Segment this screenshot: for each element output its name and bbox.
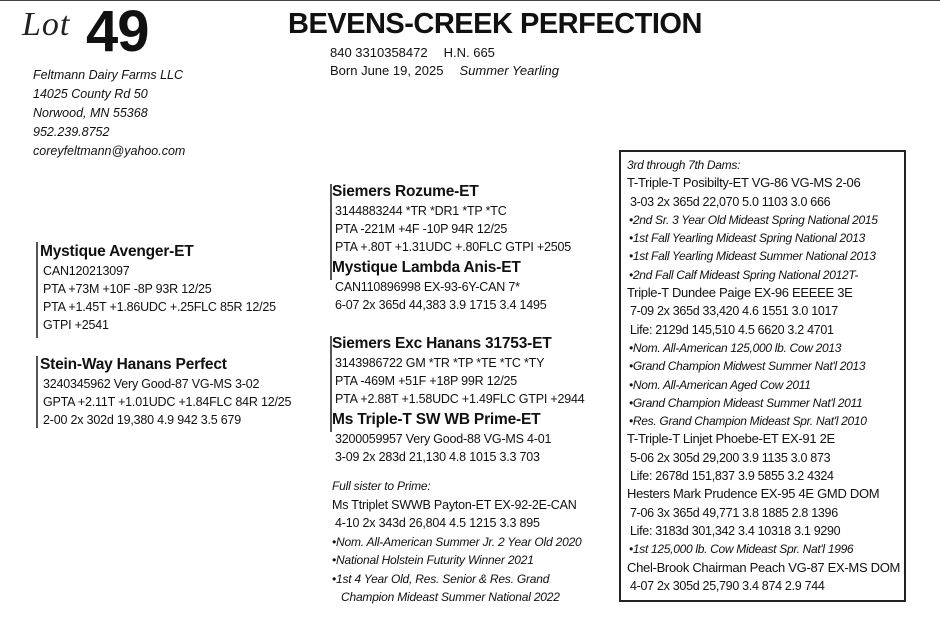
dam-ancestor-name: Hesters Mark Prudence EX-95 4E GMD DOM	[627, 486, 880, 502]
dams-sire-block	[332, 334, 585, 408]
dam-award-note: •2nd Sr. 3 Year Old Mideast Spring National 2015	[629, 212, 878, 227]
animal-name: BEVENS-CREEK PERFECTION	[288, 8, 702, 40]
full-sister-note-3: •1st 4 Year Old, Res. Senior & Res. Grand	[332, 571, 550, 586]
sires-dam-block	[332, 258, 547, 314]
sire-block	[40, 242, 276, 334]
dam-ancestor-name: Triple-T Dundee Paige EX-96 EEEEE 3E	[627, 285, 853, 301]
sires-dam-name: Mystique Lambda Anis-ET	[332, 259, 521, 276]
dams-sire-line-2: PTA -469M +51F +18P 99R 12/25	[335, 374, 518, 388]
dams-heading: 3rd through 7th Dams:	[627, 158, 741, 172]
dam-line-1: 3240345962 Very Good-87 VG-MS 3-02	[43, 377, 260, 391]
dam-ancestor-name: T-Triple-T Linjet Phoebe-ET EX-91 2E	[627, 431, 835, 447]
dams-list	[627, 156, 900, 595]
full-sister-note-1: •Nom. All-American Summer Jr. 2 Year Old 2020	[332, 534, 582, 549]
consignor-name: Feltmann Dairy Farms LLC	[33, 68, 184, 82]
full-sister-note-2: •National Holstein Futurity Winner 2021	[332, 553, 534, 567]
dams-dam-line-1: 3200059957 Very Good-88 VG-MS 4-01	[335, 432, 552, 446]
consignor-block	[33, 66, 185, 161]
animal-info	[330, 44, 559, 80]
dams-dam-name: Ms Triple-T SW WB Prime-ET	[332, 411, 541, 428]
sire-line-1: CAN120213097	[43, 264, 130, 278]
dams-sire-name: Siemers Exc Hanans 31753-ET	[332, 335, 552, 352]
full-sister-name: Ms Ttriplet SWWB Payton-ET EX-92-2E-CAN	[332, 497, 577, 512]
age-class: Summer Yearling	[459, 63, 559, 78]
consignor-address: 14025 County Rd 50	[33, 87, 148, 101]
birth-date: Born June 19, 2025	[330, 63, 444, 78]
sires-sire-block	[332, 182, 571, 256]
dam-award-note: •Res. Grand Champion Mideast Spr. Nat'l 2010	[629, 414, 867, 429]
dam-block	[40, 355, 291, 429]
dam-line-2: GPTA +2.11T +1.01UDC +1.84FLC 84R 12/25	[43, 395, 292, 409]
lot-label: Lot	[22, 6, 71, 43]
dam-ancestor-name: T-Triple-T Posibilty-ET VG-86 VG-MS 2-06	[627, 175, 861, 191]
sire-line-2: PTA +73M +10F -8P 93R 12/25	[43, 282, 212, 296]
consignor-city: Norwood, MN 55368	[33, 106, 148, 120]
herd-number: H.N. 665	[443, 45, 495, 60]
dam-award-note: •Grand Champion Midwest Summer Nat'l 2013	[629, 359, 866, 374]
dam-name: Stein-Way Hanans Perfect	[40, 356, 227, 373]
sire-line-4: GTPI +2541	[43, 318, 109, 332]
dam-award-note: •1st Fall Yearling Mideast Summer National 2013	[629, 249, 876, 264]
dam-award-note: •Grand Champion Mideast Summer Nat'l 2011	[629, 395, 863, 410]
sires-dam-line-1: CAN110896998 EX-93-6Y-CAN 7*	[335, 280, 520, 294]
sire-line	[36, 242, 38, 338]
full-sister-heading: Full sister to Prime:	[332, 479, 431, 493]
sires-dam-line-2: 6-07 2x 365d 44,383 3.9 1715 3.4 1495	[335, 298, 547, 312]
dam-line-3: 2-00 2x 302d 19,380 4.9 942 3.5 679	[43, 413, 242, 427]
consignor-phone: 952.239.8752	[33, 125, 110, 139]
dam-record-line: Life: 2678d 151,837 3.9 5855 3.2 4324	[630, 469, 834, 484]
consignor-email: coreyfeltmann@yahoo.com	[33, 144, 186, 158]
dam-award-note: •1st 125,000 lb. Cow Mideast Spr. Nat'l 1996	[629, 542, 854, 557]
dams-sire-line-3: PTA +2.88T +1.58UDC +1.49FLC GTPI +2944	[335, 392, 585, 406]
dam-line	[36, 356, 38, 428]
dam-award-note: •2nd Fall Calf Mideast Spring National 2012T-	[629, 267, 859, 282]
lot-number: 49	[86, 0, 149, 64]
dam-record-line: 5-06 2x 305d 29,200 3.9 1135 3.0 873	[630, 450, 831, 465]
full-sister-record: 4-10 2x 343d 26,804 4.5 1215 3.3 895	[335, 516, 540, 530]
full-sister-block	[332, 477, 582, 607]
dams-dam-block	[332, 410, 551, 466]
sires-sire-line-2: PTA -221M +4F -10P 94R 12/25	[335, 222, 508, 236]
dam-award-note: •Nom. All-American 125,000 lb. Cow 2013	[629, 340, 842, 355]
dam-ancestor-name: Chel-Brook Chairman Peach VG-87 EX-MS DOM	[627, 559, 901, 575]
sire-name: Mystique Avenger-ET	[40, 243, 194, 260]
dam-record-line: 7-06 3x 365d 49,771 3.8 1885 2.8 1396	[630, 505, 838, 520]
dam-record-line: 3-03 2x 365d 22,070 5.0 1103 3.0 666	[630, 194, 831, 209]
dam-record-line: Life: 2129d 145,510 4.5 6620 3.2 4701	[630, 322, 834, 337]
sire-line-3: PTA +1.45T +1.86UDC +.25FLC 85R 12/25	[43, 300, 276, 314]
dam-award-note: •1st Fall Yearling Mideast Spring National 2013	[629, 231, 866, 246]
dams-sire-line-1: 3143986722 GM *TR *TP *TE *TC *TY	[335, 356, 545, 370]
sires-sire-line-3: PTA +.80T +1.31UDC +.80FLC GTPI +2505	[335, 240, 572, 254]
dams-dam-line-2: 3-09 2x 283d 21,130 4.8 1015 3.3 703	[335, 450, 540, 464]
dam-award-note: •Nom. All-American Aged Cow 2011	[629, 377, 811, 392]
full-sister-note-4: Champion Mideast Summer National 2022	[341, 590, 560, 604]
dam-record-line: 7-09 2x 365d 33,420 4.6 1551 3.0 1017	[630, 304, 838, 319]
registration-number: 840 3310358472	[330, 45, 428, 60]
sires-sire-name: Siemers Rozume-ET	[332, 183, 479, 200]
dam-record-line: 4-07 2x 305d 25,790 3.4 874 2.9 744	[630, 578, 825, 593]
sires-sire-line-1: 3144883244 *TR *DR1 *TP *TC	[335, 204, 507, 218]
dam-record-line: Life: 3183d 301,342 3.4 10318 3.1 9290	[630, 523, 841, 538]
